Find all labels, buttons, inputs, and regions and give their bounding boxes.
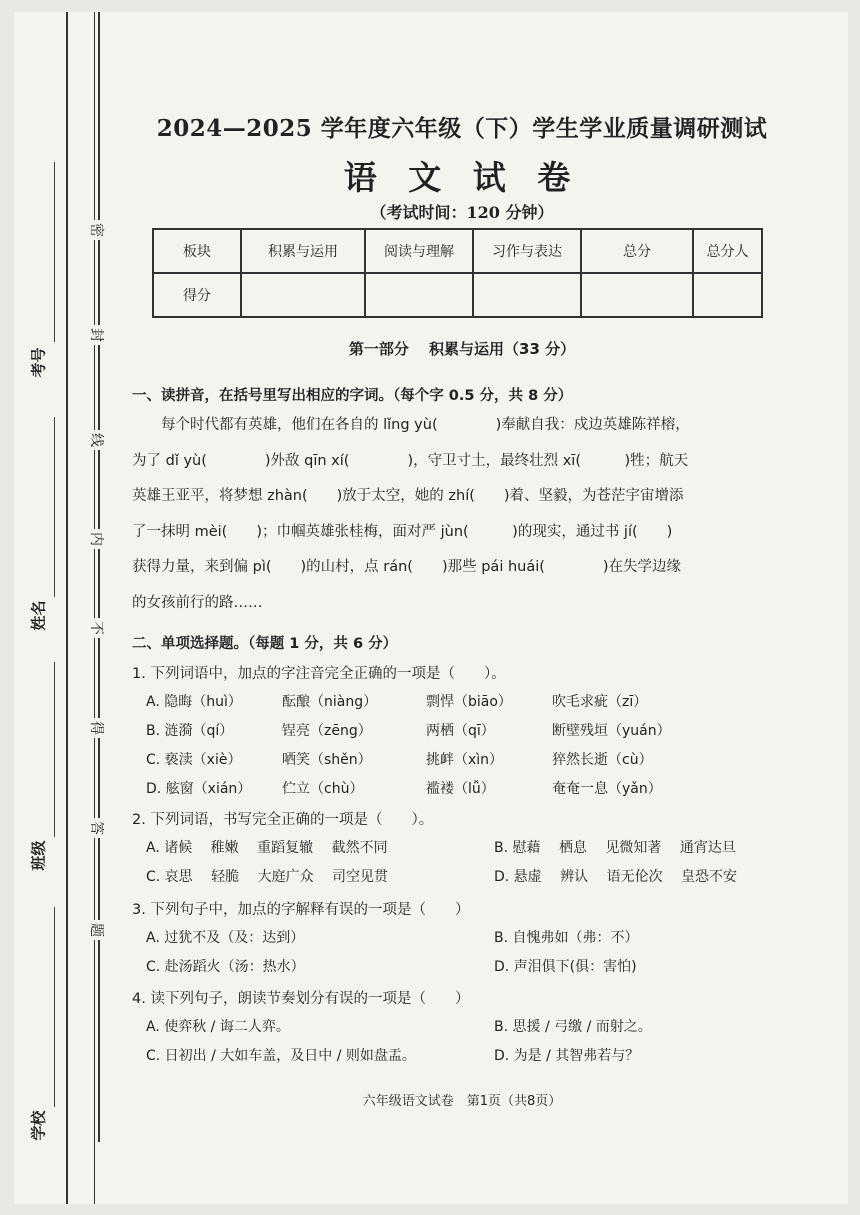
table-row xyxy=(153,273,762,317)
option: 哂笑（shěn） xyxy=(282,752,372,768)
option: 酝酿（niàng） xyxy=(282,694,378,710)
table-header-cell: 板块 xyxy=(153,229,241,273)
seal-char: 得 xyxy=(87,718,107,738)
seal-char: 内 xyxy=(87,529,107,549)
option: C. 亵渎（xiè） xyxy=(146,752,242,768)
passage-line: 每个时代都有英雄，他们在各自的 lǐng yù( )奉献自我：戍边英雄陈祥榕， xyxy=(161,417,690,433)
school-label: 学校 xyxy=(29,1110,48,1141)
option: A. 过犹不及（及：达到） xyxy=(146,930,305,946)
table-header-cell: 阅读与理解 xyxy=(365,229,473,273)
option: A. 隐晦（huì） xyxy=(146,694,242,710)
binding-border-line xyxy=(98,12,100,1142)
name-blank-line xyxy=(54,417,55,597)
class-label: 班级 xyxy=(29,840,48,871)
passage-line: 获得力量，来到偏 pì( )的山村，点 rán( )那些 pái huái( )在失学边缘 xyxy=(132,559,682,575)
part-title: 第一部分 积累与运用（33 分） xyxy=(348,340,576,358)
question-stem: 2. 下列词语，书写完全正确的一项是（ ）。 xyxy=(132,812,434,828)
passage-line: 英雄王亚平，将梦想 zhàn( )放于太空，她的 zhí( )着、坚毅，为苍茫宇宙增添 xyxy=(132,488,684,504)
seal-char: 题 xyxy=(87,920,107,940)
question-heading: 一、读拼音，在括号里写出相应的字词。（每个字 0.5 分，共 8 分） xyxy=(132,388,573,404)
score-cell[interactable] xyxy=(241,273,365,317)
passage-line: 的女孩前行的路…… xyxy=(132,594,263,611)
exam-duration: （考试时间：120 分钟） xyxy=(370,203,554,222)
option: C. 哀思 轻脆 大庭广众 司空见贯 xyxy=(146,869,389,885)
question-stem: 3. 下列句子中，加点的字解释有误的一项是（ ） xyxy=(132,902,470,918)
score-row-label: 得分 xyxy=(153,273,241,317)
exam-no-label: 考号 xyxy=(29,347,48,378)
binding-border-line xyxy=(66,12,68,1204)
option: B. 慰藉 栖息 见微知著 通宵达旦 xyxy=(494,840,736,856)
seal-char: 密 xyxy=(87,220,107,240)
option: D. 为是 / 其智弗若与？ xyxy=(494,1048,640,1064)
exam-title: 2024—2025 学年度六年级（下）学生学业质量调研测试 xyxy=(156,115,768,142)
page-footer: 六年级语文试卷 第1页（共8页） xyxy=(362,1094,562,1109)
option: 挑衅（xìn） xyxy=(426,752,504,768)
question-stem: 4. 读下列句子，朗读节奏划分有误的一项是（ ） xyxy=(132,991,470,1007)
option: 断壁残垣（yuán） xyxy=(552,723,671,739)
option: C. 赴汤蹈火（汤：热水） xyxy=(146,959,305,975)
option: D. 悬虚 辨认 语无伦次 皇恐不安 xyxy=(494,869,738,885)
option: D. 声泪俱下(俱：害怕) xyxy=(494,959,637,975)
option: B. 自愧弗如（弗：不） xyxy=(494,930,639,946)
option: B. 涟漪（qí） xyxy=(146,723,234,739)
seal-char: 线 xyxy=(87,430,107,450)
class-blank-line xyxy=(54,662,55,837)
option: B. 思援 / 弓缴 / 而射之。 xyxy=(494,1019,652,1035)
option: 锃亮（zēng） xyxy=(282,723,372,739)
passage-line: 为了 dǐ yù( )外敌 qīn xí( )，守卫寸土，最终壮烈 xī( )牲；航天 xyxy=(132,452,689,469)
option: A. 诸候 稚嫩 重蹈复辙 截然不同 xyxy=(146,840,388,856)
name-label: 姓名 xyxy=(29,600,48,631)
option: C. 日初出 / 大如车盖，及日中 / 则如盘盂。 xyxy=(146,1048,416,1064)
seal-char: 不 xyxy=(87,618,107,638)
table-header-cell: 积累与运用 xyxy=(241,229,365,273)
score-cell[interactable] xyxy=(473,273,581,317)
question-stem: 1. 下列词语中，加点的字注音完全正确的一项是（ ）。 xyxy=(132,666,506,682)
exam-sheet xyxy=(14,12,848,1204)
option: 奄奄一息（yǎn） xyxy=(552,781,662,797)
option: 褴褛（lǚ） xyxy=(426,781,495,797)
table-row xyxy=(153,229,762,273)
pinyin-passage xyxy=(132,408,792,621)
score-cell[interactable] xyxy=(365,273,473,317)
option: 剽悍（biāo） xyxy=(426,694,512,710)
option: 伫立（chù） xyxy=(282,781,364,797)
score-cell[interactable] xyxy=(581,273,693,317)
seal-char: 封 xyxy=(87,325,107,345)
question-heading: 二、单项选择题。（每题 1 分，共 6 分） xyxy=(132,636,398,652)
exam-no-blank-line xyxy=(54,162,55,342)
passage-line: 了一抹明 mèi( )；巾帼英雄张桂梅，面对严 jùn( )的现实，通过书 jí( ) xyxy=(132,523,673,540)
option: 吹毛求疵（zī） xyxy=(552,694,648,710)
option: 两栖（qī） xyxy=(426,723,495,739)
option: 猝然长逝（cù） xyxy=(552,752,653,768)
table-header-cell: 习作与表达 xyxy=(473,229,581,273)
score-cell[interactable] xyxy=(693,273,762,317)
seal-char: 答 xyxy=(87,818,107,838)
table-header-cell: 总分 xyxy=(581,229,693,273)
table-header-cell: 总分人 xyxy=(693,229,762,273)
school-blank-line xyxy=(54,907,55,1107)
score-table xyxy=(152,228,763,318)
subject-title: 语 文 试 卷 xyxy=(343,158,581,197)
option: A. 使弈秋 / 诲二人弈。 xyxy=(146,1019,290,1035)
option: D. 舷窗（xián） xyxy=(146,781,252,797)
binding-border-line xyxy=(94,12,95,1204)
